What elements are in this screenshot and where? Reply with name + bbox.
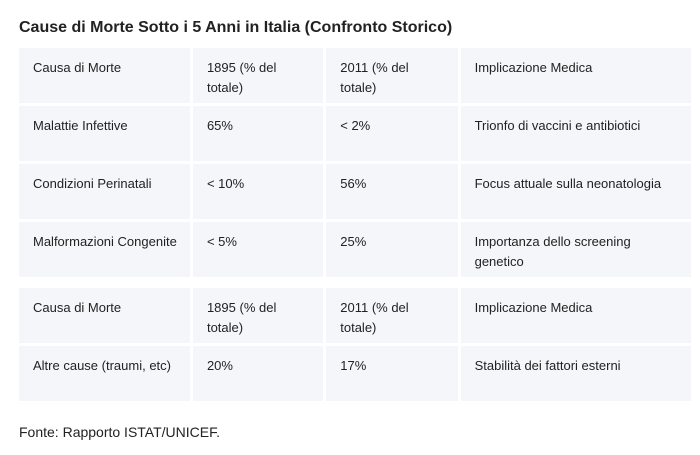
cell-1895: 65% [193,106,323,161]
source-note: Fonte: Rapporto ISTAT/UNICEF. [19,424,220,440]
cell-implication: Trionfo di vaccini e antibiotici [461,106,691,161]
table-row [19,164,691,219]
table-row [19,106,691,161]
cell-cause: Altre cause (traumi, etc) [19,346,190,401]
table-row [19,346,691,401]
cell-implication: Focus attuale sulla neonatologia [461,164,691,219]
cause-table-continued [16,285,694,404]
cell-1895: < 5% [193,222,323,277]
header-cell-1895: 1895 (% del totale) [193,48,323,103]
header-cell-2011: 2011 (% del totale) [326,288,457,343]
header-cell-implication: Implicazione Medica [461,48,691,103]
cause-table-main [16,45,694,280]
table-row [19,222,691,277]
cell-1895: < 10% [193,164,323,219]
header-cell-1895: 1895 (% del totale) [193,288,323,343]
header-cell-cause: Causa di Morte [19,48,190,103]
page-title: Cause di Morte Sotto i 5 Anni in Italia (Confronto Storico) [19,19,453,36]
header-cell-implication: Implicazione Medica [461,288,691,343]
cell-2011: < 2% [326,106,457,161]
cell-2011: 17% [326,346,457,401]
cell-implication: Importanza dello screening genetico [461,222,691,277]
header-cell-2011: 2011 (% del totale) [326,48,457,103]
cell-cause: Malformazioni Congenite [19,222,190,277]
cell-1895: 20% [193,346,323,401]
header-cell-cause: Causa di Morte [19,288,190,343]
table-header-row [19,288,691,343]
cell-cause: Condizioni Perinatali [19,164,190,219]
cell-2011: 56% [326,164,457,219]
table-header-row [19,48,691,103]
cell-implication: Stabilità dei fattori esterni [461,346,691,401]
cell-cause: Malattie Infettive [19,106,190,161]
cell-2011: 25% [326,222,457,277]
